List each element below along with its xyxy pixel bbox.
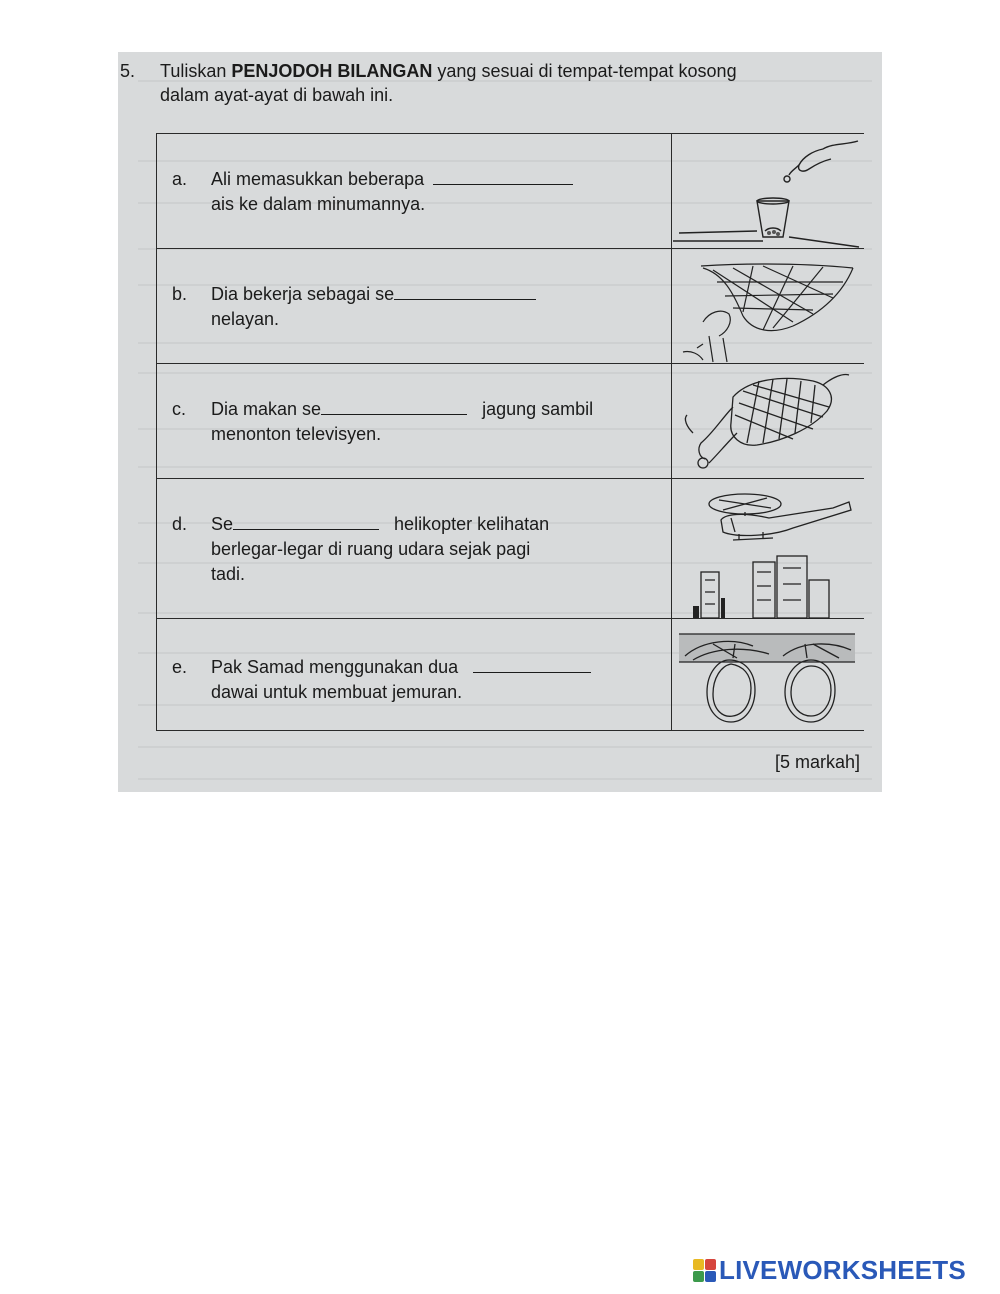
item-letter: d. — [172, 514, 188, 534]
answer-blank-b[interactable] — [394, 283, 536, 300]
item-letter: a. — [172, 169, 188, 189]
fishing-net-icon — [673, 252, 861, 364]
table-row: d. Se helikopter kelihatan berlegar-legar di ruang udara sejak pagi tadi. — [172, 514, 550, 584]
question-number: 5. — [120, 61, 136, 81]
ice-in-glass-icon — [673, 137, 861, 249]
table-row: e. Pak Samad menggunakan dua dawai untuk membuat jemuran. — [156, 619, 671, 730]
brand-mark-icon — [693, 1259, 715, 1281]
worksheet-photo — [118, 52, 882, 792]
answer-blank-e[interactable] — [473, 656, 591, 673]
question-line-1: Tuliskan PENJODOH BILANGAN yang sesuai di tempat-tempat kosong — [160, 61, 737, 81]
answer-blank-d[interactable] — [233, 513, 379, 530]
answer-blank-a[interactable] — [433, 168, 573, 185]
brand-name: LIVEWORKSHEETS — [719, 1254, 966, 1285]
item-letter: c. — [172, 399, 187, 419]
item-letter: b. — [172, 284, 188, 304]
wire-coil-icon — [673, 622, 861, 728]
liveworksheets-logo — [693, 1256, 966, 1284]
question-emphasis: PENJODOH BILANGAN — [231, 61, 433, 81]
corn-icon — [673, 367, 861, 479]
item-letter: e. — [172, 657, 188, 677]
table-row: a. Ali memasukkan beberapa ais ke dalam minumannya. — [156, 133, 671, 248]
table-row: b. Dia bekerja sebagai se nelayan. — [156, 248, 671, 363]
total-marks: [5 markah] — [774, 752, 860, 772]
helicopter-icon — [673, 480, 861, 620]
table-row: c. Dia makan se jagung sambil menonton televisyen. — [172, 399, 594, 444]
answer-blank-c[interactable] — [321, 398, 467, 415]
question-line-2: dalam ayat-ayat di bawah ini. — [160, 85, 394, 105]
